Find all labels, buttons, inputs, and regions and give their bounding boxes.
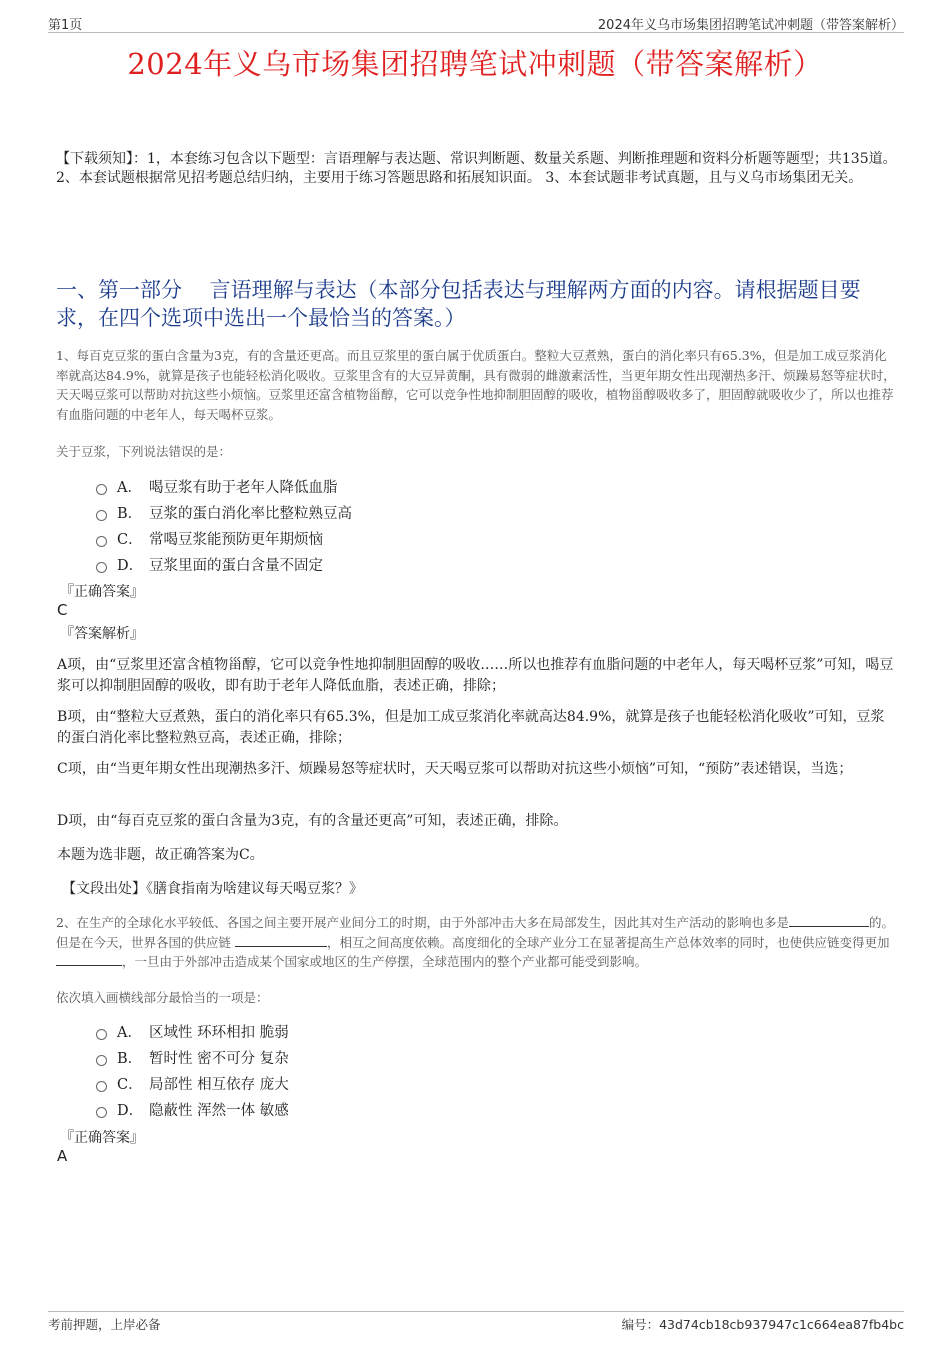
footer-slogan: 考前押题，上岸必备: [48, 1317, 161, 1332]
option-b[interactable]: B． 暂时性 密不可分 复杂: [96, 1044, 289, 1070]
option-a[interactable]: A． 喝豆浆有助于老年人降低血脂: [96, 473, 352, 499]
answer-value: A: [57, 1147, 68, 1165]
radio-icon[interactable]: [96, 1081, 107, 1092]
answer-value: C: [57, 601, 68, 619]
question-2-options: [96, 1018, 289, 1122]
radio-icon[interactable]: [96, 510, 107, 521]
fill-blank: [789, 914, 869, 927]
fill-blank: [56, 953, 122, 966]
radio-icon[interactable]: [96, 1107, 107, 1118]
analysis-label: 『答案解析』: [60, 626, 144, 642]
question-1-prompt: 关于豆浆，下列说法错误的是：: [56, 444, 232, 459]
option-c[interactable]: C． 局部性 相互依存 庞大: [96, 1070, 289, 1096]
page-number: 第1页: [48, 18, 83, 33]
radio-icon[interactable]: [96, 484, 107, 495]
answer-label: 『正确答案』: [60, 584, 144, 600]
option-a[interactable]: A． 区域性 环环相扣 脆弱: [96, 1018, 289, 1044]
page-header: [48, 14, 904, 33]
fill-blank: [235, 934, 327, 947]
download-notice: 【下载须知】：1，本套练习包含以下题型：言语理解与表达题、常识判断题、数量关系题、判断推理题和资料分析题等题型；共135道。 2、本套试题根据常见招考题总结归纳，主要用于练习答题思路和拓展知识面。 3、本套试题非考试真题，且与义乌市场集团无关。: [56, 151, 897, 186]
option-d[interactable]: D． 隐蔽性 浑然一体 敏感: [96, 1096, 289, 1122]
analysis-d: D项，由“每百克豆浆的蛋白含量为3克，有的含量还更高”可知，表述正确，排除。: [57, 813, 568, 829]
radio-icon[interactable]: [96, 562, 107, 573]
header-doc-title: 2024年义乌市场集团招聘笔试冲刺题（带答案解析）: [597, 18, 904, 33]
question-2-prompt: 依次填入画横线部分最恰当的一项是：: [56, 990, 269, 1005]
page-title: 2024年义乌市场集团招聘笔试冲刺题（带答案解析）: [127, 47, 823, 81]
radio-icon[interactable]: [96, 536, 107, 547]
footer-doc-id: 编号：43d74cb18cb937947c1c664ea87fb4bc: [621, 1317, 904, 1332]
analysis-conclusion: 本题为选非题，故正确答案为C。: [57, 847, 264, 863]
analysis-b: B项，由“整粒大豆煮熟，蛋白的消化率只有65.3%，但是加工成豆浆消化率就高达84.9%，就算是孩子也能轻松消化吸收”可知，豆浆的蛋白消化率比整粒熟豆高，表述正确，排除；: [57, 709, 885, 746]
option-b[interactable]: B． 豆浆的蛋白消化率比整粒熟豆高: [96, 499, 352, 525]
analysis-a: A项，由“豆浆里还富含植物甾醇，它可以竞争性地抑制胆固醇的吸收……所以也推荐有血脂问题的中老年人，每天喝杯豆浆”可知，喝豆浆可以抑制胆固醇的吸收，即有助于老年人降低血脂，表述正确，排除；: [57, 657, 894, 694]
option-d[interactable]: D． 豆浆里面的蛋白含量不固定: [96, 551, 352, 577]
page-footer: [48, 1311, 904, 1332]
source-citation: 【文段出处】《膳食指南为啥建议每天喝豆浆？》: [62, 881, 363, 897]
radio-icon[interactable]: [96, 1055, 107, 1066]
answer-label: 『正确答案』: [60, 1130, 144, 1146]
question-1-text: 1、每百克豆浆的蛋白含量为3克，有的含量还更高。而且豆浆里的蛋白属于优质蛋白。整粒大豆煮熟，蛋白的消化率只有65.3%，但是加工成豆浆消化率就高达84.9%，就算是孩子也能轻松消化吸收。豆浆里含有的大豆异黄酮，具有微弱的雌激素活性，当更年期女性出现潮热多汗、烦躁易怒等症状时，天天喝豆浆可以帮助对抗这些小烦恼。豆浆里还富含植物甾醇，它可以竞争性地抑制胆固醇的吸收，植物甾醇吸收多了，胆固醇就吸收少了，所以也推荐有血脂问题的中老年人，每天喝杯豆浆。: [56, 348, 896, 422]
analysis-c: C项，由“当更年期女性出现潮热多汗、烦躁易怒等症状时，天天喝豆浆可以帮助对抗这些小烦恼”可知，“预防”表述错误，当选；: [57, 761, 853, 777]
section-heading: 一、第一部分 言语理解与表达（本部分包括表达与理解两方面的内容。请根据题目要求，在四个选项中选出一个最恰当的答案。）: [56, 278, 861, 330]
option-c[interactable]: C． 常喝豆浆能预防更年期烦恼: [96, 525, 352, 551]
question-2-text: 2、在生产的全球化水平较低、各国之间主要开展产业间分工的时期，由于外部冲击大多在局部发生，因此其对生产活动的影响也多是 的。但是在今天，世界各国的供应链 ，相互之间高度依赖。高度细化的全球产业分工在显著提高生产总体效率的同时，也使供应链变得更加 ，一旦由于外部冲击造成某个国家或地区的生产停摆，全球范围内的整个产业都可能受到影响。: [56, 915, 894, 969]
radio-icon[interactable]: [96, 1029, 107, 1040]
question-1-options: [96, 473, 352, 577]
